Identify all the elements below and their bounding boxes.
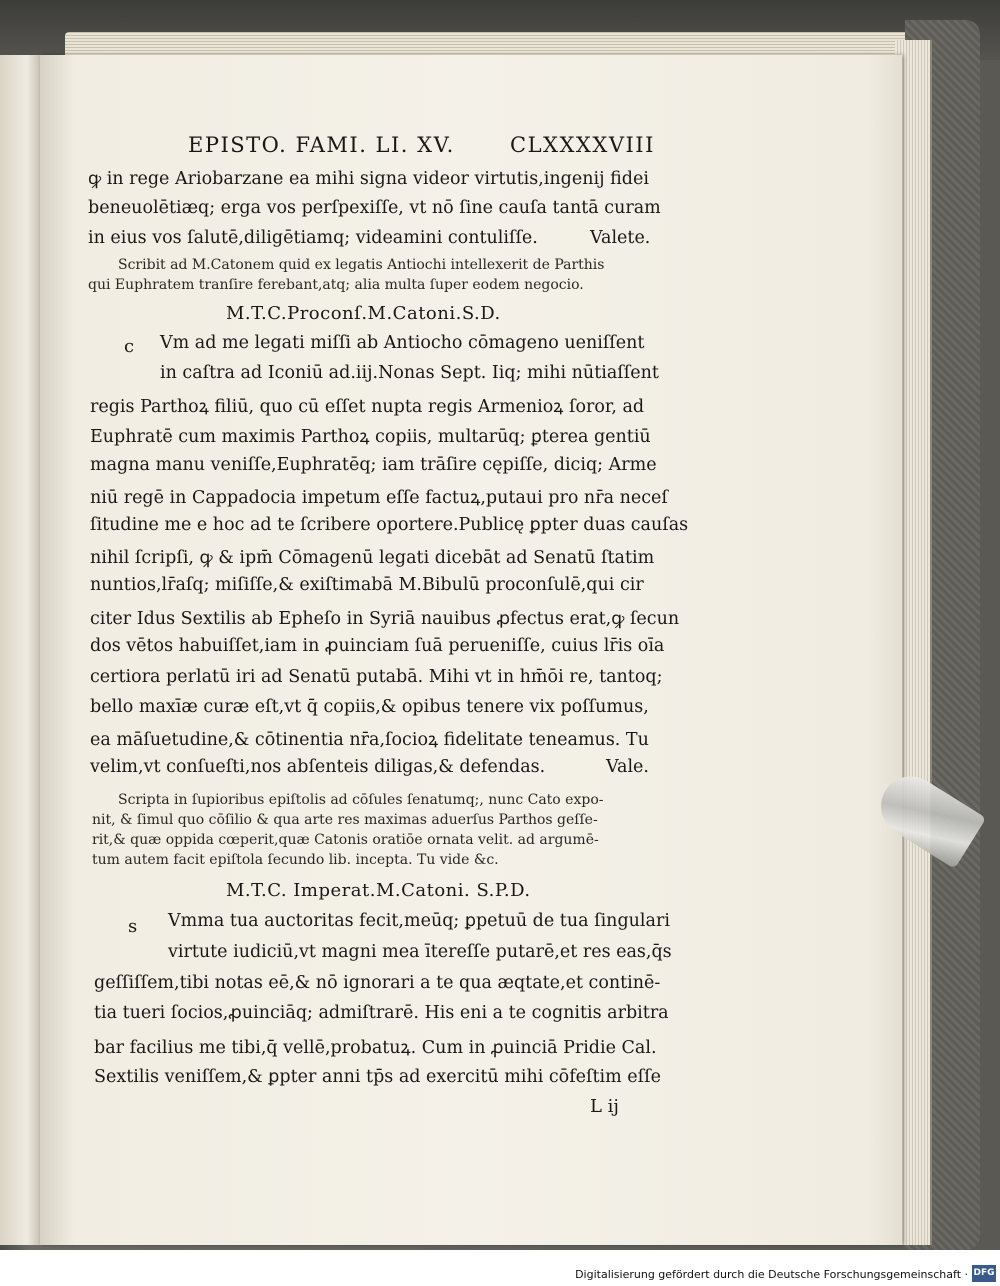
text-line: beneuolētiæq; erga vos perſpexiſſe, vt nō ſine cauſa tantā curam bbox=[88, 198, 661, 218]
initial-letter: c bbox=[124, 336, 135, 357]
text-line: Vm ad me legati miſſi ab Antiocho cōmageno ueniſſent bbox=[160, 333, 645, 353]
text-line: Vmma tua auctoritas fecit,meūq; ꝑpetuū de tua ſingulari bbox=[168, 911, 670, 931]
text-line: niū regē in Cappadocia impetum eſſe factuꝝ,putaui pro nr̄a neceſ bbox=[90, 488, 668, 508]
text-line: dos vētos habuiſſet,iam in ꝓuinciam ſuā perueniſſe, cuius lr̄is oīa bbox=[90, 636, 665, 656]
text-line: tia tueri ſocios,ꝓuinciāq; admiſtrarē. His eni a te cognitis arbitra bbox=[94, 1003, 669, 1023]
text-line: in caſtra ad Iconiū ad.iij.Nonas Sept. Iiq; mihi nūtiaſſent bbox=[160, 363, 659, 383]
text-line: nuntios,lr̄aſq; miſiſſe,& exiſtimabā M.Bibulū proconſulē,qui cir bbox=[90, 575, 644, 595]
summary-line: nit, & ſimul quo cōſilio & qua arte res maximas aduerſus Parthos geſſe- bbox=[92, 812, 598, 828]
text-line: regis Parthoꝝ filiū, quo cū eſſet nupta regis Armenioꝝ ſoror, ad bbox=[90, 397, 645, 417]
dfg-logo: DFG bbox=[972, 1265, 996, 1282]
text-line: Euphratē cum maximis Parthoꝝ copiis, multarūq; ꝑterea gentiū bbox=[90, 427, 651, 447]
text-line: magna manu veniſſe,Euphratēq; iam trāſire cępiſſe, diciq; Arme bbox=[90, 455, 657, 475]
signature-mark: L ij bbox=[590, 1096, 620, 1117]
text-line: certiora perlatū iri ad Senatū putabā. Mihi vt in hm̄ōi re, tantoq; bbox=[90, 667, 663, 687]
page-top-edges bbox=[65, 32, 925, 56]
text-line: ea māſuetudine,& cōtinentia nr̄a,ſocioꝝ fidelitate teneamus. Tu bbox=[90, 730, 649, 750]
closing-vale: Vale. bbox=[606, 757, 649, 777]
text-line: in eius vos ſalutē,diligētiamq; videamini contuliſſe. bbox=[88, 228, 538, 248]
text-line: ꝙ in rege Ariobarzane ea mihi signa videor virtutis,ingenij fidei bbox=[88, 169, 649, 189]
initial-letter: s bbox=[128, 916, 138, 937]
digitization-credit: Digitalisierung gefördert durch die Deutsche Forschungsgemeinschaft · bbox=[575, 1268, 968, 1281]
closing-valete: Valete. bbox=[590, 228, 651, 248]
text-line: Sextilis veniſſem,& ꝑpter anni tp̄s ad exercitū mihi cōfeſtim eſſe bbox=[94, 1067, 661, 1087]
summary-line: qui Euphratem tranſire ferebant,atq; alia multa ſuper eodem negocio. bbox=[88, 277, 584, 293]
folio-number: CLXXXXVIII bbox=[510, 133, 655, 157]
salutation: M.T.C. Imperat.M.Catoni. S.P.D. bbox=[226, 880, 531, 901]
text-line: virtute iudiciū,vt magni mea ītereſſe putarē,et res eas,q̄s bbox=[168, 942, 672, 962]
salutation: M.T.C.Proconſ.M.Catoni.S.D. bbox=[226, 303, 501, 324]
summary-line: rit,& quæ oppida cœperit,quæ Catonis oratiōe ornata velit. ad argumē- bbox=[92, 832, 599, 848]
text-line: bar facilius me tibi,q̄ vellē,probatuꝝ. Cum in ꝓuinciā Pridie Cal. bbox=[94, 1038, 657, 1058]
text-line: nihil ſcripſi, ꝙ & ipm̄ Cōmagenū legati dicebāt ad Senatū ſtatim bbox=[90, 548, 655, 568]
summary-line: Scripta in ſupioribus epiſtolis ad cōſules ſenatumq;, nunc Cato expo- bbox=[118, 792, 604, 808]
text-line: bello maxīæ curæ eſt,vt q̄ copiis,& opibus tenere vix poſſumus, bbox=[90, 697, 649, 717]
left-page-edge bbox=[0, 55, 45, 1245]
text-line: citer Idus Sextilis ab Epheſo in Syriā nauibus ꝓfectus erat,ꝙ ſecun bbox=[90, 609, 680, 629]
text-line: ſitudine me e hoc ad te ſcribere oportere.Publicę ꝑpter duas cauſas bbox=[90, 515, 689, 535]
text-line: geſſiſſem,tibi notas eē,& nō ignorari a te qua æqtate,et continē- bbox=[94, 973, 661, 993]
summary-line: tum autem facit epiſtola ſecundo lib. incepta. Tu vide &c. bbox=[92, 852, 499, 868]
summary-line: Scribit ad M.Catonem quid ex legatis Antiochi intellexerit de Parthis bbox=[118, 257, 605, 273]
text-line: velim,vt conſueſti,nos abſenteis diligas,& defendas. bbox=[90, 757, 546, 777]
running-title: EPISTO. FAMI. LI. XV. bbox=[188, 133, 455, 157]
